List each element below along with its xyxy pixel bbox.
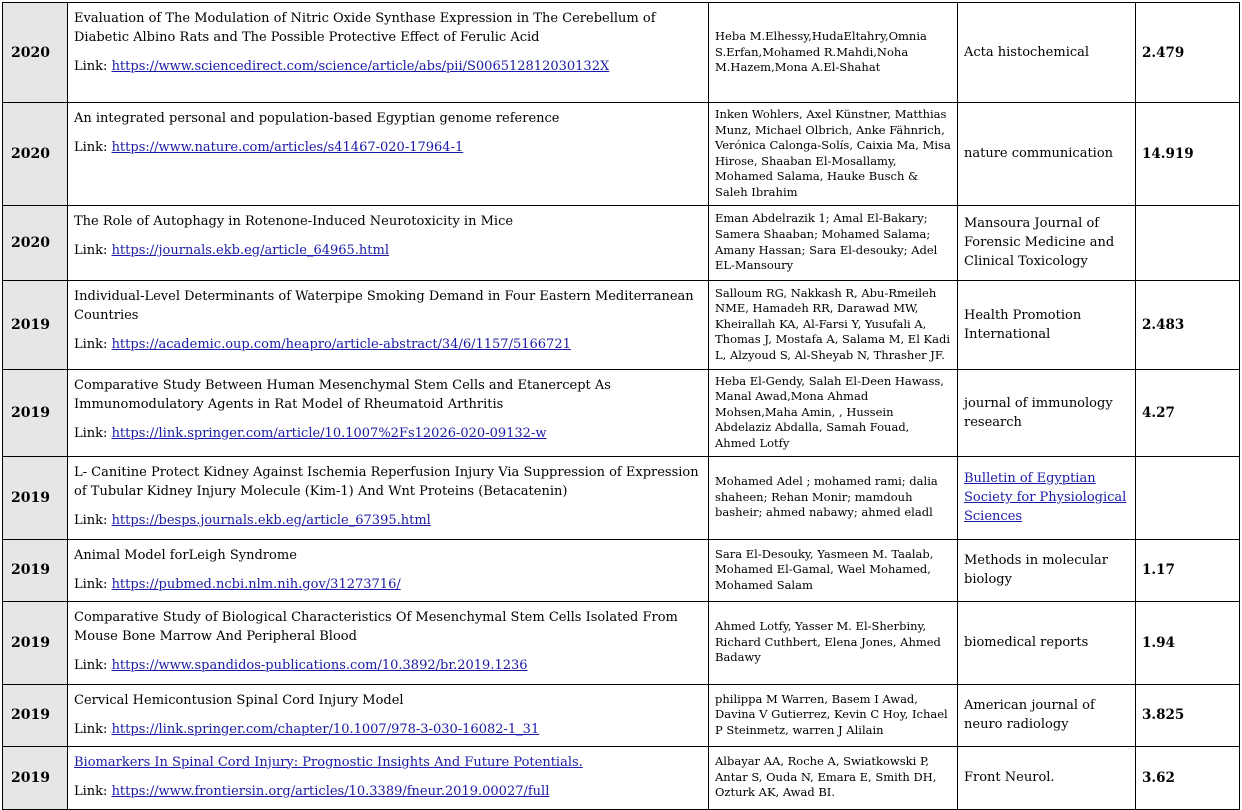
paper-link[interactable]: https://www.sciencedirect.com/science/article/abs/pii/S006512812030132X — [111, 59, 610, 74]
paper-link[interactable]: https://academic.oup.com/heapro/article-abstract/34/6/1157/5166721 — [111, 336, 571, 352]
journal-link[interactable]: Bulletin of Egyptian Society for Physiological Sciences — [964, 471, 1127, 525]
paper-link[interactable]: https://www.frontiersin.org/articles/10.3389/fneur.2019.00027/full — [111, 783, 550, 799]
title-cell — [68, 539, 709, 601]
link-line — [74, 782, 702, 801]
table-row — [3, 456, 1240, 539]
impact-factor-cell: 14.919 — [1136, 103, 1240, 206]
link-prefix: Link: — [74, 657, 112, 673]
link-prefix: Link: — [74, 721, 112, 737]
journal-cell: American journal of neuro radiology — [958, 684, 1136, 746]
year-cell: 2019 — [3, 369, 68, 456]
authors-cell: Albayar AA, Roche A, Swiatkowski P, Antar S, Ouda N, Emara E, Smith DH, Ozturk AK, Awad BI. — [709, 746, 958, 809]
year-cell: 2019 — [3, 456, 68, 539]
paper-title: Animal Model forLeigh Syndrome — [74, 547, 297, 563]
title-cell — [68, 456, 709, 539]
title-cell — [68, 601, 709, 684]
paper-link[interactable]: https://www.nature.com/articles/s41467-020-17964-1 — [111, 140, 464, 155]
year-cell: 2019 — [3, 684, 68, 746]
authors-cell: Inken Wohlers, Axel Künstner, Matthias Munz, Michael Olbrich, Anke Fähnrich, Verónica Calonga-Solís, Caixia Ma, Misa Hirose, Shaaban El-Mosallamy, Mohamed Salama, Hauke Busch & Saleh Ibrahim — [709, 103, 958, 206]
table-row — [3, 103, 1240, 206]
paper-link[interactable]: https://journals.ekb.eg/article_64965.html — [111, 242, 390, 258]
title-cell — [68, 103, 709, 206]
link-line — [74, 511, 702, 530]
paper-link[interactable]: https://besps.journals.ekb.eg/article_67395.html — [111, 512, 431, 528]
year-cell: 2019 — [3, 746, 68, 809]
journal-cell: Front Neurol. — [958, 746, 1136, 809]
paper-title: L- Canitine Protect Kidney Against Ischemia Reperfusion Injury Via Suppression of Expression of Tubular Kidney Injury Molecule (Kim-1) And Wnt Proteins (Betacatenin) — [74, 464, 699, 499]
journal-cell: Acta histochemical — [958, 3, 1136, 103]
paper-link[interactable]: https://pubmed.ncbi.nlm.nih.gov/31273716/ — [111, 576, 401, 592]
journal-cell: nature communication — [958, 103, 1136, 206]
impact-factor-cell: 2.483 — [1136, 280, 1240, 369]
impact-factor-cell — [1136, 205, 1240, 280]
impact-factor-cell: 4.27 — [1136, 369, 1240, 456]
link-prefix: Link: — [74, 512, 112, 528]
title-cell — [68, 746, 709, 809]
year-cell: 2019 — [3, 601, 68, 684]
year-cell: 2020 — [3, 205, 68, 280]
paper-link[interactable]: https://www.spandidos-publications.com/10.3892/br.2019.1236 — [111, 657, 528, 673]
link-prefix: Link: — [74, 140, 112, 155]
paper-title: Comparative Study Between Human Mesenchymal Stem Cells and Etanercept As Immunomodulatory Agents in Rat Model of Rheumatoid Arthritis — [74, 377, 611, 412]
link-prefix: Link: — [74, 336, 112, 352]
journal-cell: Mansoura Journal of Forensic Medicine and Clinical Toxicology — [958, 205, 1136, 280]
impact-factor-cell: 3.62 — [1136, 746, 1240, 809]
authors-cell: Salloum RG, Nakkash R, Abu-Rmeileh NME, Hamadeh RR, Darawad MW, Kheirallah KA, Al-Farsi Y, Yusufali A, Thomas J, Mostafa A, Salama M, El Kadi L, Alzyoud S, Al-Sheyab N, Thrasher JF. — [709, 280, 958, 369]
impact-factor-cell: 1.17 — [1136, 539, 1240, 601]
paper-title: Comparative Study of Biological Characteristics Of Mesenchymal Stem Cells Isolated From Mouse Bone Marrow And Peripheral Blood — [74, 609, 678, 644]
year-cell: 2020 — [3, 103, 68, 206]
journal-cell: Health Promotion International — [958, 280, 1136, 369]
title-cell — [68, 205, 709, 280]
table-row — [3, 539, 1240, 601]
table-row — [3, 205, 1240, 280]
table-row — [3, 746, 1240, 809]
link-line — [74, 138, 702, 157]
link-prefix: Link: — [74, 59, 112, 74]
paper-title: Individual-Level Determinants of Waterpipe Smoking Demand in Four Eastern Mediterranean Countries — [74, 288, 694, 323]
paper-link[interactable]: https://link.springer.com/article/10.1007%2Fs12026-020-09132-w — [111, 425, 547, 441]
journal-cell — [958, 456, 1136, 539]
paper-link[interactable]: https://link.springer.com/chapter/10.1007/978-3-030-16082-1_31 — [111, 721, 540, 737]
journal-cell: biomedical reports — [958, 601, 1136, 684]
link-line — [74, 424, 702, 443]
impact-factor-cell — [1136, 456, 1240, 539]
title-cell — [68, 280, 709, 369]
year-cell: 2019 — [3, 280, 68, 369]
title-cell — [68, 684, 709, 746]
link-prefix: Link: — [74, 425, 112, 441]
year-cell: 2019 — [3, 539, 68, 601]
link-line — [74, 656, 702, 675]
authors-cell: Heba M.Elhessy,HudaEltahry,Omnia S.Erfan,Mohamed R.Mahdi,Noha M.Hazem,Mona A.El-Shahat — [709, 3, 958, 103]
impact-factor-cell: 3.825 — [1136, 684, 1240, 746]
link-prefix: Link: — [74, 242, 112, 258]
link-line — [74, 335, 702, 354]
table-row — [3, 280, 1240, 369]
link-line — [74, 575, 702, 594]
authors-cell: Eman Abdelrazik 1; Amal El-Bakary; Samera Shaaban; Mohamed Salama; Amany Hassan; Sara El-desouky; Adel EL-Mansoury — [709, 205, 958, 280]
table-row — [3, 369, 1240, 456]
table-row — [3, 3, 1240, 103]
authors-cell: Sara El-Desouky, Yasmeen M. Taalab, Mohamed El-Gamal, Wael Mohamed, Mohamed Salam — [709, 539, 958, 601]
impact-factor-cell: 2.479 — [1136, 3, 1240, 103]
title-cell — [68, 369, 709, 456]
link-line — [74, 720, 702, 739]
paper-title: Evaluation of The Modulation of Nitric Oxide Synthase Expression in The Cerebellum of Diabetic Albino Rats and The Possible Protective Effect of Ferulic Acid — [74, 11, 656, 45]
table-row — [3, 601, 1240, 684]
paper-title: An integrated personal and population-based Egyptian genome reference — [74, 111, 560, 126]
link-prefix: Link: — [74, 783, 112, 799]
authors-cell: philippa M Warren, Basem I Awad, Davina V Gutierrez, Kevin C Hoy, Ichael P Steinmetz, warren J Alilain — [709, 684, 958, 746]
title-cell — [68, 3, 709, 103]
impact-factor-cell: 1.94 — [1136, 601, 1240, 684]
table-row — [3, 684, 1240, 746]
paper-title: Cervical Hemicontusion Spinal Cord Injury Model — [74, 692, 404, 708]
authors-cell: Heba El-Gendy, Salah El-Deen Hawass, Manal Awad,Mona Ahmad Mohsen,Maha Amin, , Hussein Abdelaziz Abdalla, Samah Fouad, Ahmed Lotfy — [709, 369, 958, 456]
publications-table — [2, 2, 1240, 810]
journal-cell: journal of immunology research — [958, 369, 1136, 456]
paper-title-link[interactable]: Biomarkers In Spinal Cord Injury: Prognostic Insights And Future Potentials. — [74, 754, 583, 770]
link-line — [74, 57, 702, 76]
link-line — [74, 241, 702, 260]
authors-cell: Mohamed Adel ; mohamed rami; dalia shaheen; Rehan Monir; mamdouh basheir; ahmed nabawy; ahmed eladl — [709, 456, 958, 539]
journal-cell: Methods in molecular biology — [958, 539, 1136, 601]
paper-title: The Role of Autophagy in Rotenone-Induced Neurotoxicity in Mice — [74, 213, 514, 229]
link-prefix: Link: — [74, 576, 112, 592]
year-cell: 2020 — [3, 3, 68, 103]
authors-cell: Ahmed Lotfy, Yasser M. El-Sherbiny, Richard Cuthbert, Elena Jones, Ahmed Badawy — [709, 601, 958, 684]
